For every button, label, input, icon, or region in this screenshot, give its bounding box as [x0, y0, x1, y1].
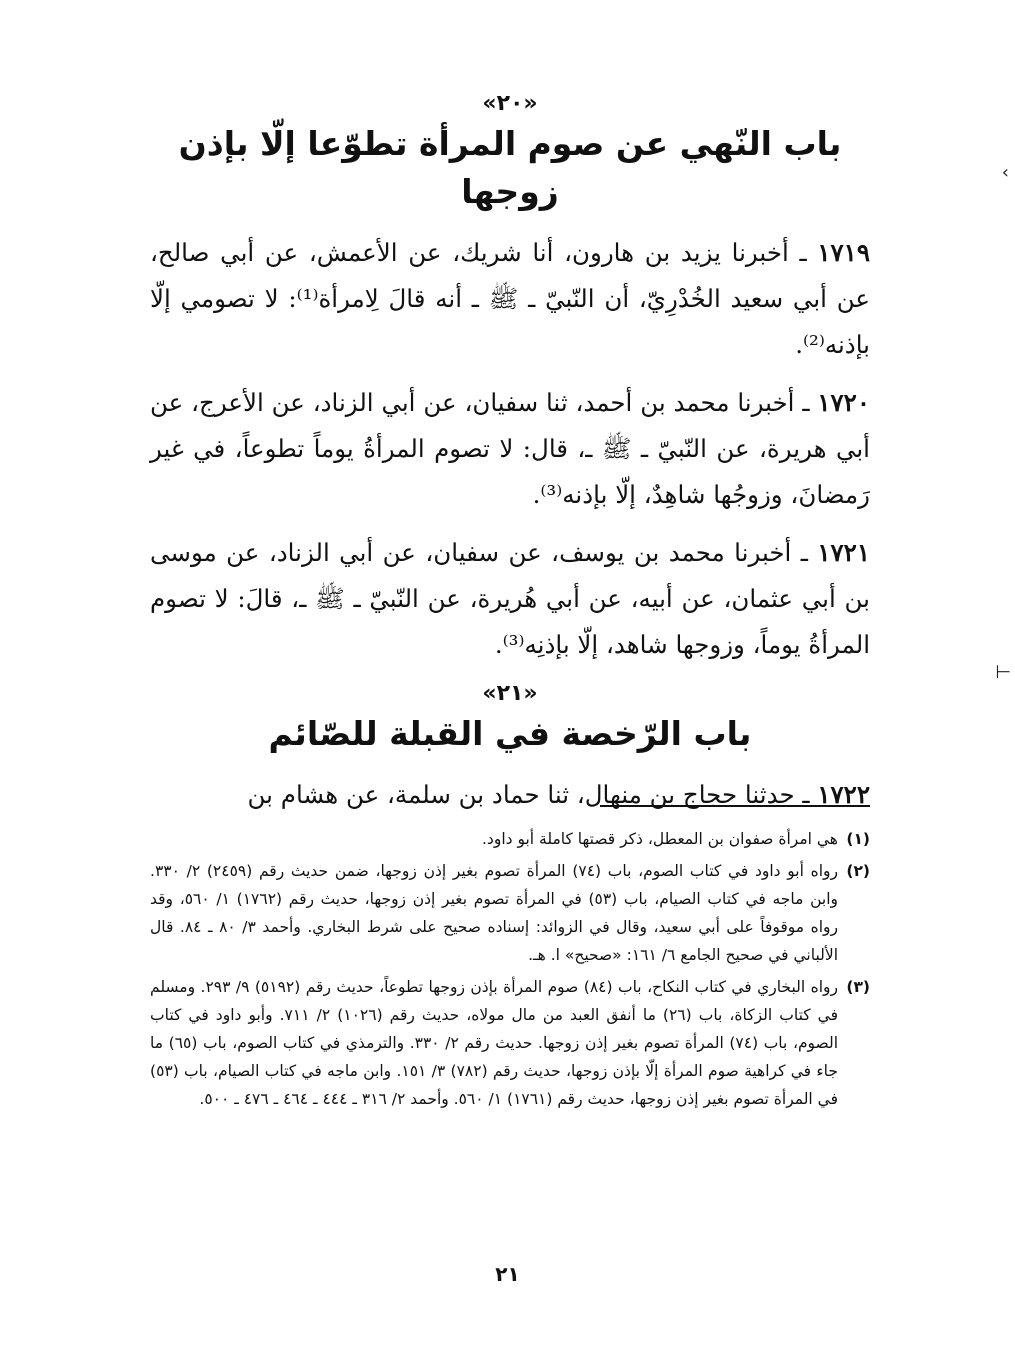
scan-edge-mark-icon: › [1001, 162, 1009, 183]
footnote-mark: (١) [846, 830, 870, 848]
chapter-number: «٢٠» [482, 91, 538, 116]
hadith-text: ـ أخبرنا محمد بن يوسف، عن سفيان، عن أبي الزناد، عن موسى بن أبي عثمان، عن أبيه، عن أبي هُريرة، عن النّبيّ ـ ﷺ ـ، قالَ: لا تصوم المرأةُ يوماً، وزوجها شاهد، إلّا بإذنِه⁽³⁾. [150, 538, 870, 659]
scan-edge-mark-icon: ⊣ [995, 662, 1011, 683]
footnotes [150, 805, 870, 1117]
hadith-text: ـ أخبرنا يزيد بن هارون، أنا شريك، عن الأعمش، عن أبي صالح، عن أبي سعيد الخُدْرِيّ، أن النّبيّ ـ ﷺ ـ أنه قالَ لِامرأة⁽¹⁾: لا تصومي إلّا بإذنه⁽²⁾. [150, 238, 871, 359]
footnote-text: هي امرأة صفوان بن المعطل، ذكر قصتها كاملة أبو داود. [482, 830, 838, 848]
chapter-21 [150, 680, 870, 818]
footnote [150, 825, 870, 853]
hadith-number: ١٧٢١ [817, 538, 870, 567]
footnote-text: رواه أبو داود في كتاب الصوم، باب (٧٤) المرأة تصوم بغير إذن زوجها، ضمن حديث رقم (٢٤٥٩) ٢/ ٣٣٠. وابن ماجه في كتاب الصيام، باب (٥٣) في المرأة تصوم بغير إذن زوجها، حديث رقم (١٧٦٢) ١/ ٥٦٠، وقد رواه موقوفاً على أبي سعيد، وقال في الزوائد: إسناده صحيح على شرط البخاري. وأحمد ٣/ ٨٠ ـ ٨٤. قال الألباني في صحيح الجامع ٦/ ١٦١: «صحيح» ا. هـ. [150, 862, 838, 964]
footnote-text: رواه البخاري في كتاب النكاح، باب (٨٤) صوم المرأة بإذن زوجها تطوعاً، حديث رقم (٥١٩٢) ٩/ ٢٩٣. ومسلم في كتاب الزكاة، باب (٢٦) ما أنفق العبد من مال مولاه، حديث رقم (١٠٢٦) ٢/ ٧١١. وأبو داود في كتاب الصوم، باب (٧٤) المرأة تصوم بغير إذن زوجها. حديث رقم ٢/ ٣٣٠. والترمذي في كتاب الصوم، باب (٦٥) ما جاء في كراهية صوم المرأة إلّا بإذن زوجها، حديث رقم (٧٨٢) ٣/ ١٥١. وابن ماجه في كتاب الصيام، باب (٥٣) في المرأة تصوم بغير إذن زوجها، حديث رقم (١٧٦١) ١/ ٥٦٠. وأحمد ٢/ ٣١٦ ـ ٤٤٤ ـ ٤٦٤ ـ ٤٧٦ ـ ٥٠٠. [150, 978, 839, 1108]
main-text [150, 90, 870, 830]
hadith-number: ١٧٢٠ [817, 388, 870, 417]
footnote [150, 857, 870, 969]
hadith-number: ١٧١٩ [817, 238, 870, 267]
chapter-title: باب النّهي عن صوم المرأة تطوّعا إلّا بإذن زوجها [178, 124, 842, 211]
hadith-paragraph [150, 380, 870, 518]
chapter-number: «٢١» [482, 681, 538, 706]
hadith-paragraph [150, 230, 870, 368]
chapter-20 [150, 90, 870, 668]
footnote-mark: (٢) [846, 862, 870, 880]
chapter-title: باب الرّخصة في القبلة للصّائم [268, 714, 752, 753]
hadith-text: ـ أخبرنا محمد بن أحمد، ثنا سفيان، عن أبي الزناد، عن الأعرج، عن أبي هريرة، عن النّبيّ ـ ﷺ ـ، قال: لا تصوم المرأةُ يوماً تطوعاً، في غير رَمضانَ، وزوجُها شاهِدٌ، إلّا بإذنه⁽³⁾. [150, 388, 870, 509]
hadith-paragraph [150, 530, 870, 668]
hadith-number: ١٧٢٢ [817, 780, 870, 809]
footnote [150, 973, 870, 1113]
footnote-divider [600, 805, 870, 807]
page-number: ٢١ [495, 1262, 520, 1286]
footnote-mark: (٣) [846, 978, 870, 996]
hadith-text: ـ حدثنا حجاج بن منهال، ثنا حماد بن سلمة، عن هشام بن [247, 780, 810, 809]
